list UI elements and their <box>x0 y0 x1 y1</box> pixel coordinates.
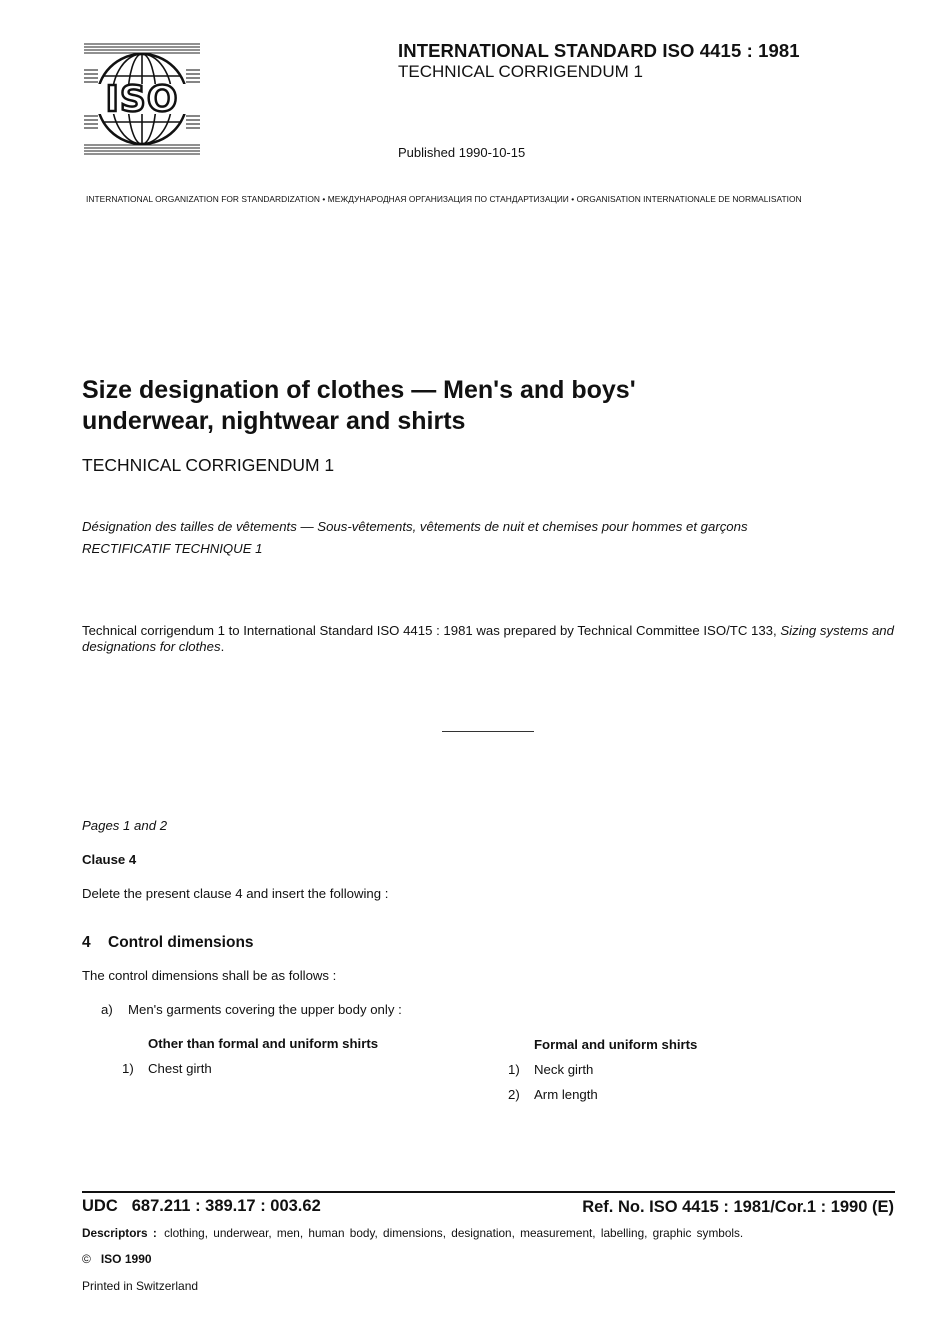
copyright-text: ISO 1990 <box>100 1252 152 1266</box>
udc-label: UDC <box>82 1197 118 1215</box>
pages-reference: Pages 1 and 2 <box>82 818 168 833</box>
french-subtitle: RECTIFICATIF TECHNIQUE 1 <box>82 541 263 556</box>
section-heading <box>82 934 254 952</box>
list-item-number: 2) <box>508 1087 520 1102</box>
left-column-heading: Other than formal and uniform shirts <box>148 1036 379 1051</box>
list-item-text: Arm length <box>534 1087 598 1102</box>
copyright <box>82 1252 152 1266</box>
standard-subtitle: TECHNICAL CORRIGENDUM 1 <box>398 62 643 81</box>
standard-title: INTERNATIONAL STANDARD ISO 4415 : 1981 <box>398 40 800 61</box>
organization-line: INTERNATIONAL ORGANIZATION FOR STANDARDIZATION • МЕЖДУНАРОДНАЯ ОРГАНИЗАЦИЯ ПО СТАНДАРТИЗАЦИИ • ORGANISATION INTERNATIONALE DE NORMALISATION <box>86 194 802 204</box>
descriptors-label: Descriptors : <box>82 1226 157 1240</box>
document-title-line-1: Size designation of clothes — Men's and boys' <box>82 376 636 404</box>
list-item-text: Neck girth <box>534 1062 594 1077</box>
logo-text: ISO <box>105 79 179 120</box>
section-number: 4 <box>82 934 91 951</box>
intro-text: Technical corrigendum 1 to International Standard ISO 4415 : 1981 was prepared by Technical Committee ISO/TC 133, <box>82 623 781 638</box>
instruction-text: Delete the present clause 4 and insert the following : <box>82 886 389 901</box>
udc-value: 687.211 : 389.17 : 003.62 <box>131 1197 321 1215</box>
descriptors-list: clothing, underwear, men, human body, dimensions, designation, measurement, labelling, graphic symbols. <box>164 1226 744 1240</box>
published-date: Published 1990-10-15 <box>398 145 526 160</box>
separator-rule <box>442 731 534 732</box>
intro-end: . <box>220 639 225 654</box>
iso-logo <box>84 40 200 158</box>
french-title: Désignation des tailles de vêtements — Sous-vêtements, vêtements de nuit et chemises pour hommes et garçons <box>82 519 748 534</box>
list-item-a <box>101 1002 402 1017</box>
list-item-number: 1) <box>122 1061 134 1076</box>
reference-number: Ref. No. ISO 4415 : 1981/Cor.1 : 1990 (E) <box>582 1198 894 1216</box>
right-column-heading: Formal and uniform shirts <box>534 1037 698 1052</box>
corrigendum-label: TECHNICAL CORRIGENDUM 1 <box>82 455 335 475</box>
copyright-icon: © <box>82 1252 91 1266</box>
printed-in: Printed in Switzerland <box>82 1279 199 1293</box>
committee-title: Sizing systems and designations for clothes <box>82 623 894 654</box>
descriptors <box>82 1226 743 1240</box>
list-item-label: a) <box>101 1002 113 1017</box>
section-title: Control dimensions <box>108 934 254 951</box>
footer-rule <box>82 1191 895 1193</box>
clause-reference: Clause 4 <box>82 852 137 867</box>
list-item <box>122 1061 212 1076</box>
list-item <box>508 1062 593 1077</box>
list-item-number: 1) <box>508 1062 520 1077</box>
list-item-text: Men's garments covering the upper body only : <box>128 1002 402 1017</box>
intro-paragraph <box>82 623 902 655</box>
document-title-line-2: underwear, nightwear and shirts <box>82 407 466 435</box>
section-intro: The control dimensions shall be as follows : <box>82 968 337 983</box>
list-item-text: Chest girth <box>148 1061 212 1076</box>
list-item <box>508 1087 598 1102</box>
udc-classification <box>82 1197 321 1216</box>
